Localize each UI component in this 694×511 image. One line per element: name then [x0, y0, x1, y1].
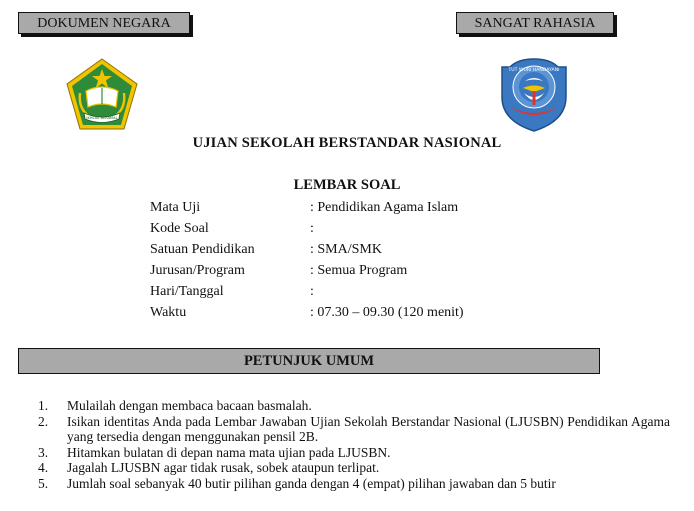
info-label: Jurusan/Program: [150, 263, 245, 278]
instruction-number: 1.: [38, 398, 49, 413]
instruction-text: Mulailah dengan membaca bacaan basmalah.: [67, 398, 312, 413]
instruction-text: Hitamkan bulatan di depan nama mata ujian pada LJUSBN.: [67, 444, 391, 460]
info-value: : 07.30 – 09.30 (120 menit): [310, 305, 464, 320]
kemenag-ribbon-text: IKHLAS BERAMAL: [86, 116, 118, 120]
info-label: Satuan Pendidikan: [150, 242, 255, 257]
exam-title: UJIAN SEKOLAH BERSTANDAR NASIONAL: [192, 135, 502, 151]
secrecy-classification-tag: SANGAT RAHASIA: [456, 12, 614, 34]
instruction-number: 4.: [38, 460, 49, 476]
info-label: Kode Soal: [150, 221, 209, 236]
instruction-item: [38, 445, 670, 461]
instruction-number: 2.: [38, 413, 49, 429]
instruction-item: [38, 414, 670, 445]
info-value: : Semua Program: [310, 263, 408, 278]
general-instructions-header: PETUNJUK UMUM: [18, 348, 600, 374]
info-value: : Pendidikan Agama Islam: [310, 200, 459, 215]
document-classification-tag: DOKUMEN NEGARA: [18, 12, 190, 34]
instruction-number: 5.: [38, 475, 49, 491]
instruction-item: [38, 398, 670, 414]
instruction-text: Jumlah soal sebanyak 40 butir pilihan ganda dengan 4 (empat) pilihan jawaban dan 5 butir: [67, 475, 556, 491]
instruction-text: Jagalah LJUSBN agar tidak rusak, sobek ataupun terlipat.: [67, 460, 380, 476]
tut-wuri-ring-text: TUT WURI HANDAYANI: [508, 68, 560, 73]
instructions-list: [38, 398, 670, 492]
instruction-item: [38, 460, 670, 476]
kemenag-emblem-icon: [64, 57, 140, 133]
info-label: Mata Uji: [150, 200, 201, 215]
instruction-number: 3.: [38, 444, 49, 460]
instruction-text: Isikan identitas Anda pada Lembar Jawaban Ujian Sekolah Berstandar Nasional (LJUSBN) Pendidikan Agama yang tersedia dengan menggunakan pensil 2B.: [67, 413, 670, 445]
kemenag-emblem-svg: [64, 57, 140, 133]
tut-wuri-handayani-emblem-svg: [498, 57, 570, 133]
tut-wuri-handayani-emblem-icon: [498, 57, 570, 133]
info-value: :: [310, 221, 314, 236]
instruction-item: [38, 476, 670, 492]
info-value: : SMA/SMK: [310, 242, 382, 257]
info-label: Waktu: [150, 305, 187, 320]
sheet-subtitle: LEMBAR SOAL: [293, 177, 401, 193]
info-label: Hari/Tanggal: [150, 284, 224, 299]
info-value: :: [310, 284, 314, 299]
